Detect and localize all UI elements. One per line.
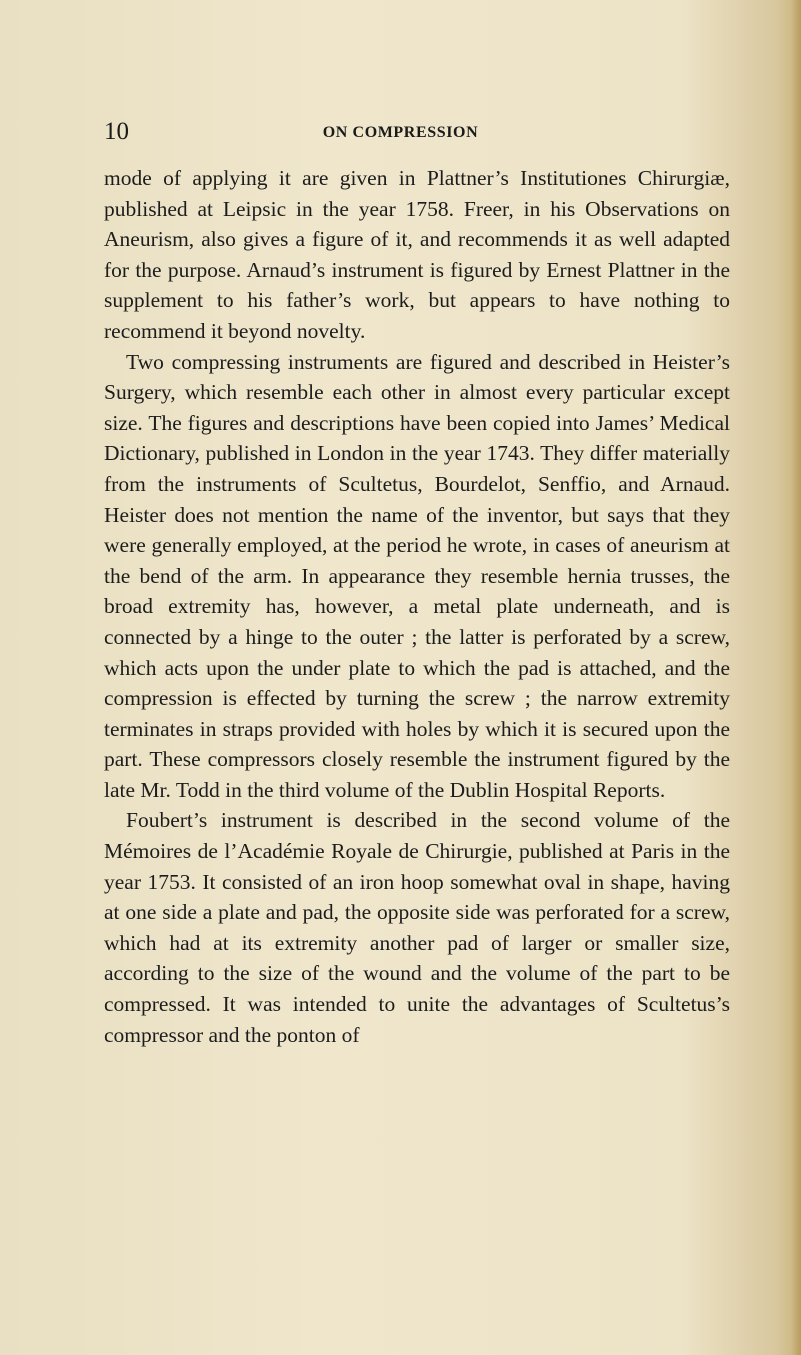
body-text	[104, 163, 730, 1050]
page-number: 10	[104, 118, 129, 145]
paragraph: mode of applying it are given in Plattner’s Institutiones Chirurgiæ, published at Leipsic in the year 1758. Freer, in his Observations on Aneurism, also gives a figure of it, and recommends it as well adapted for the purpose. Arnaud’s instrument is figured by Ernest Plattner in the supplement to his father’s work, but appears to have nothing to recommend it beyond novelty.	[104, 166, 730, 343]
page-edge	[791, 0, 801, 1355]
page-header	[0, 117, 801, 147]
running-head: ON COMPRESSION	[322, 124, 479, 141]
paragraph: Foubert’s instrument is described in the second volume of the Mémoires de l’Académie Royale de Chirurgie, published at Paris in the year 1753. It consisted of an iron hoop somewhat oval in shape, having at one side a plate and pad, the opposite side was perforated for a screw, which had at its extremity another pad of larger or smaller size, according to the size of the wound and the volume of the part to be compressed. It was intended to unite the advantages of Scultetus’s compressor and the ponton of	[104, 808, 730, 1047]
paragraph: Two compressing instruments are figured and described in Heister’s Surgery, which resemble each other in almost every particular except size. The figures and descriptions have been copied into James’ Medical Dictionary, published in London in the year 1743. They differ materially from the instruments of Scultetus, Bourdelot, Senffio, and Arnaud. Heister does not mention the name of the inventor, but says that they were generally employed, at the period he wrote, in cases of aneurism at the bend of the arm. In appearance they resemble hernia trusses, the broad extremity has, however, a metal plate underneath, and is connected by a hinge to the outer ; the latter is perforated by a screw, which acts upon the under plate to which the pad is attached, and the compression is effected by turning the screw ; the narrow extremity terminates in straps provided with holes by which it is secured upon the part. These compressors closely resemble the instrument figured by the late Mr. Todd in the third volume of the Dublin Hospital Reports.	[104, 349, 730, 802]
